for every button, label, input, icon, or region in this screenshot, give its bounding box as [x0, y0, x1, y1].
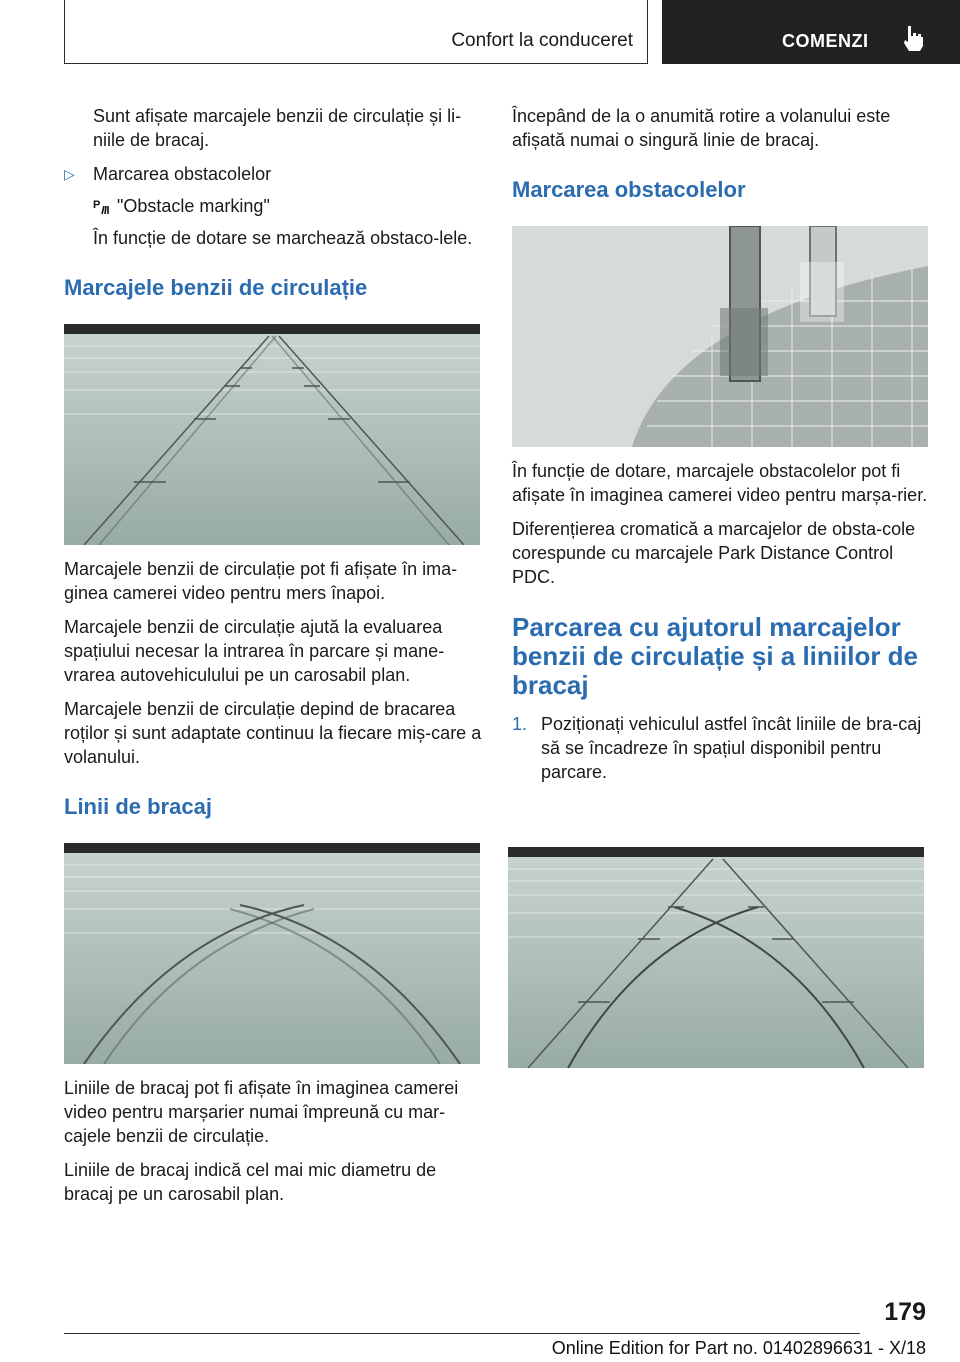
bullet-label: Marcarea obstacolelor: [93, 164, 272, 184]
lanes-paragraph-1: Marcajele benzii de circulație pot fi afișate în ima-ginea camerei video pentru mers înapoi.: [64, 559, 458, 603]
svg-text:P: P: [93, 199, 101, 211]
turning-paragraph-1: Liniile de bracaj pot fi afișate în imaginea camerei video pentru marșarier numai împreună cu mar-cajele benzii de circulație.: [64, 1078, 459, 1146]
intro-paragraph: Sunt afișate marcajele benzii de circulație și li-niile de bracaj.: [93, 106, 462, 150]
obstacle-marking-icon: [93, 197, 111, 215]
footer-divider: [64, 1333, 860, 1334]
step-number: 1.: [512, 714, 528, 734]
right-column: [512, 104, 928, 792]
pointing-hand-icon: [900, 24, 926, 52]
lanes-paragraph-2: Marcajele benzii de circulație ajută la evaluarea spațiului necesar la intrarea în parcare și mane-vrarea autovehiculului pe un carosabil plan.: [64, 617, 445, 685]
heading-lane-markings: Marcajele benzii de circulație: [64, 275, 368, 300]
bullet-description: În funcție de dotare se marchează obstaco-lele.: [93, 228, 473, 248]
heading-parking: Parcarea cu ajutorul marcajelor benzii de circulație și a liniilor de bracaj: [512, 612, 919, 700]
section-title: Confort la conduceret: [451, 30, 633, 51]
lane-markings-camera-image: [64, 324, 480, 545]
obstacles-paragraph-1: În funcție de dotare, marcajele obstacolelor pot fi afișate în imaginea camerei video pentru marșa-rier.: [512, 461, 928, 505]
page-number: 179: [884, 1298, 926, 1326]
chapter-tab-label: COMENZI: [782, 31, 869, 51]
triangle-bullet-icon: ▷: [64, 166, 75, 182]
edition-text: Online Edition for Part no. 01402896631 - X/18: [551, 1338, 926, 1358]
left-column: [64, 104, 482, 1216]
heading-obstacle-marking: Marcarea obstacolelor: [512, 177, 746, 202]
bullet-item: [64, 162, 482, 186]
obstacle-marking-camera-image: [512, 226, 928, 447]
turning-lines-camera-image: [64, 843, 480, 1064]
chapter-tab[interactable]: [662, 0, 960, 64]
right-intro-paragraph: Începând de la o anumită rotire a volanului este afișată numai o singură linie de bracaj.: [512, 106, 891, 150]
parking-camera-image: [508, 847, 924, 1068]
heading-turning-lines: Linii de bracaj: [64, 794, 212, 819]
lanes-paragraph-3: Marcajele benzii de circulație depind de bracarea roților și sunt adaptate continuu la fiecare miș-care a volanului.: [64, 699, 482, 767]
step-text: Poziționați vehiculul astfel încât liniile de bra-caj să se încadreze în spațiul disponibil pentru parcare.: [541, 714, 922, 782]
step-item: [512, 712, 928, 784]
header-section-box: [64, 0, 648, 64]
bullet-quote: "Obstacle marking": [117, 196, 270, 216]
obstacles-paragraph-2: Diferențierea cromatică a marcajelor de obsta-cole corespunde cu marcajele Park Distance Control PDC.: [512, 519, 916, 587]
bullet-subitem: [64, 194, 482, 218]
turning-paragraph-2: Liniile de bracaj indică cel mai mic diametru de bracaj pe un carosabil plan.: [64, 1160, 437, 1204]
